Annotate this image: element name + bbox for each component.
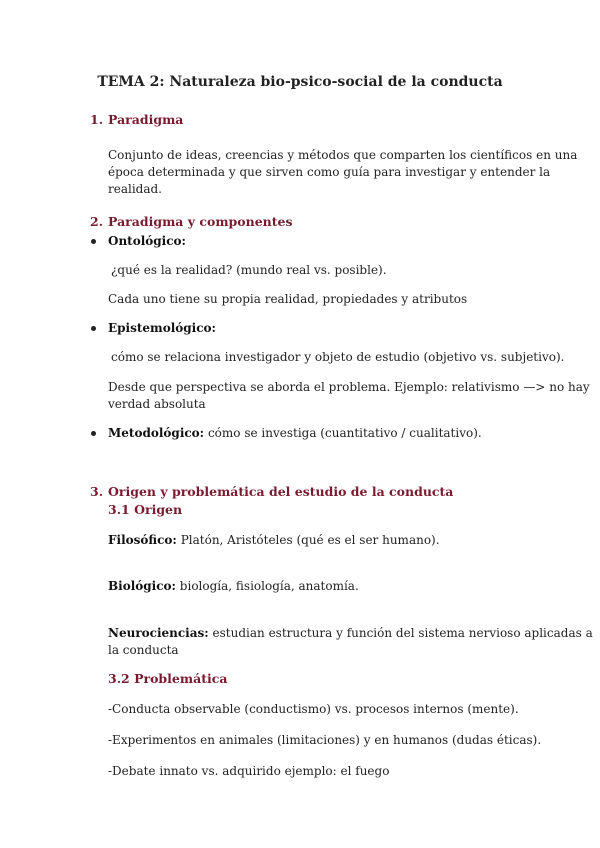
document-title: TEMA 2: Naturaleza bio-psico-social de la conducta xyxy=(97,74,503,90)
filosofico-label: Filosófico: xyxy=(108,533,177,547)
bullet-icon xyxy=(91,239,96,244)
epistemologico-line-2: Desde que perspectiva se aborda el problema. Ejemplo: relativismo —> no hay xyxy=(108,380,590,394)
biologico-row xyxy=(108,578,359,594)
metodologico-text: cómo se investiga (cuantitativo / cualitativo). xyxy=(207,426,482,440)
ontologico-line-2: Cada uno tiene su propia realidad, propiedades y atributos xyxy=(108,292,468,306)
subsection-3-1-heading: 3.1 Origen xyxy=(108,502,183,517)
section-1-number: 1. xyxy=(90,112,104,127)
section-1-body-line: Conjunto de ideas, creencias y métodos que comparten los científicos en una xyxy=(108,148,578,162)
neurociencias-text-2: la conducta xyxy=(108,643,179,657)
problematica-item: -Conducta observable (conductismo) vs. procesos internos (mente). xyxy=(108,702,519,716)
problematica-item: -Debate innato vs. adquirido ejemplo: el fuego xyxy=(108,764,390,778)
metodologico-row xyxy=(108,425,482,441)
epistemologico-line-3: verdad absoluta xyxy=(108,397,206,411)
bullet-icon xyxy=(91,326,96,331)
metodologico-label: Metodológico: xyxy=(108,426,205,440)
neurociencias-text: estudian estructura y función del sistema nervioso aplicadas a xyxy=(212,626,593,640)
section-1-body-line: realidad. xyxy=(108,182,162,196)
epistemologico-label: Epistemológico: xyxy=(108,321,216,335)
section-2-heading: Paradigma y componentes xyxy=(108,214,293,229)
bullet-icon xyxy=(91,431,96,436)
section-3-heading: Origen y problemática del estudio de la conducta xyxy=(108,484,454,499)
subsection-3-2-heading: 3.2 Problemática xyxy=(108,671,228,686)
section-1-body-line: época determinada y que sirven como guía para investigar y entender la xyxy=(108,165,551,179)
section-3-number: 3. xyxy=(90,484,104,499)
problematica-item: -Experimentos en animales (limitaciones) y en humanos (dudas éticas). xyxy=(108,733,542,747)
section-1-heading: Paradigma xyxy=(108,112,184,127)
ontologico-label: Ontológico: xyxy=(108,234,186,248)
filosofico-row xyxy=(108,532,440,548)
section-2-number: 2. xyxy=(90,214,104,229)
neurociencias-row xyxy=(108,625,593,641)
neurociencias-label: Neurociencias: xyxy=(108,626,209,640)
epistemologico-line-1: cómo se relaciona investigador y objeto de estudio (objetivo vs. subjetivo). xyxy=(111,350,565,364)
filosofico-text: Platón, Aristóteles (qué es el ser humano). xyxy=(180,533,440,547)
ontologico-line-1: ¿qué es la realidad? (mundo real vs. posible). xyxy=(111,263,387,277)
biologico-text: biología, fisiología, anatomía. xyxy=(179,579,359,593)
biologico-label: Biológico: xyxy=(108,579,176,593)
